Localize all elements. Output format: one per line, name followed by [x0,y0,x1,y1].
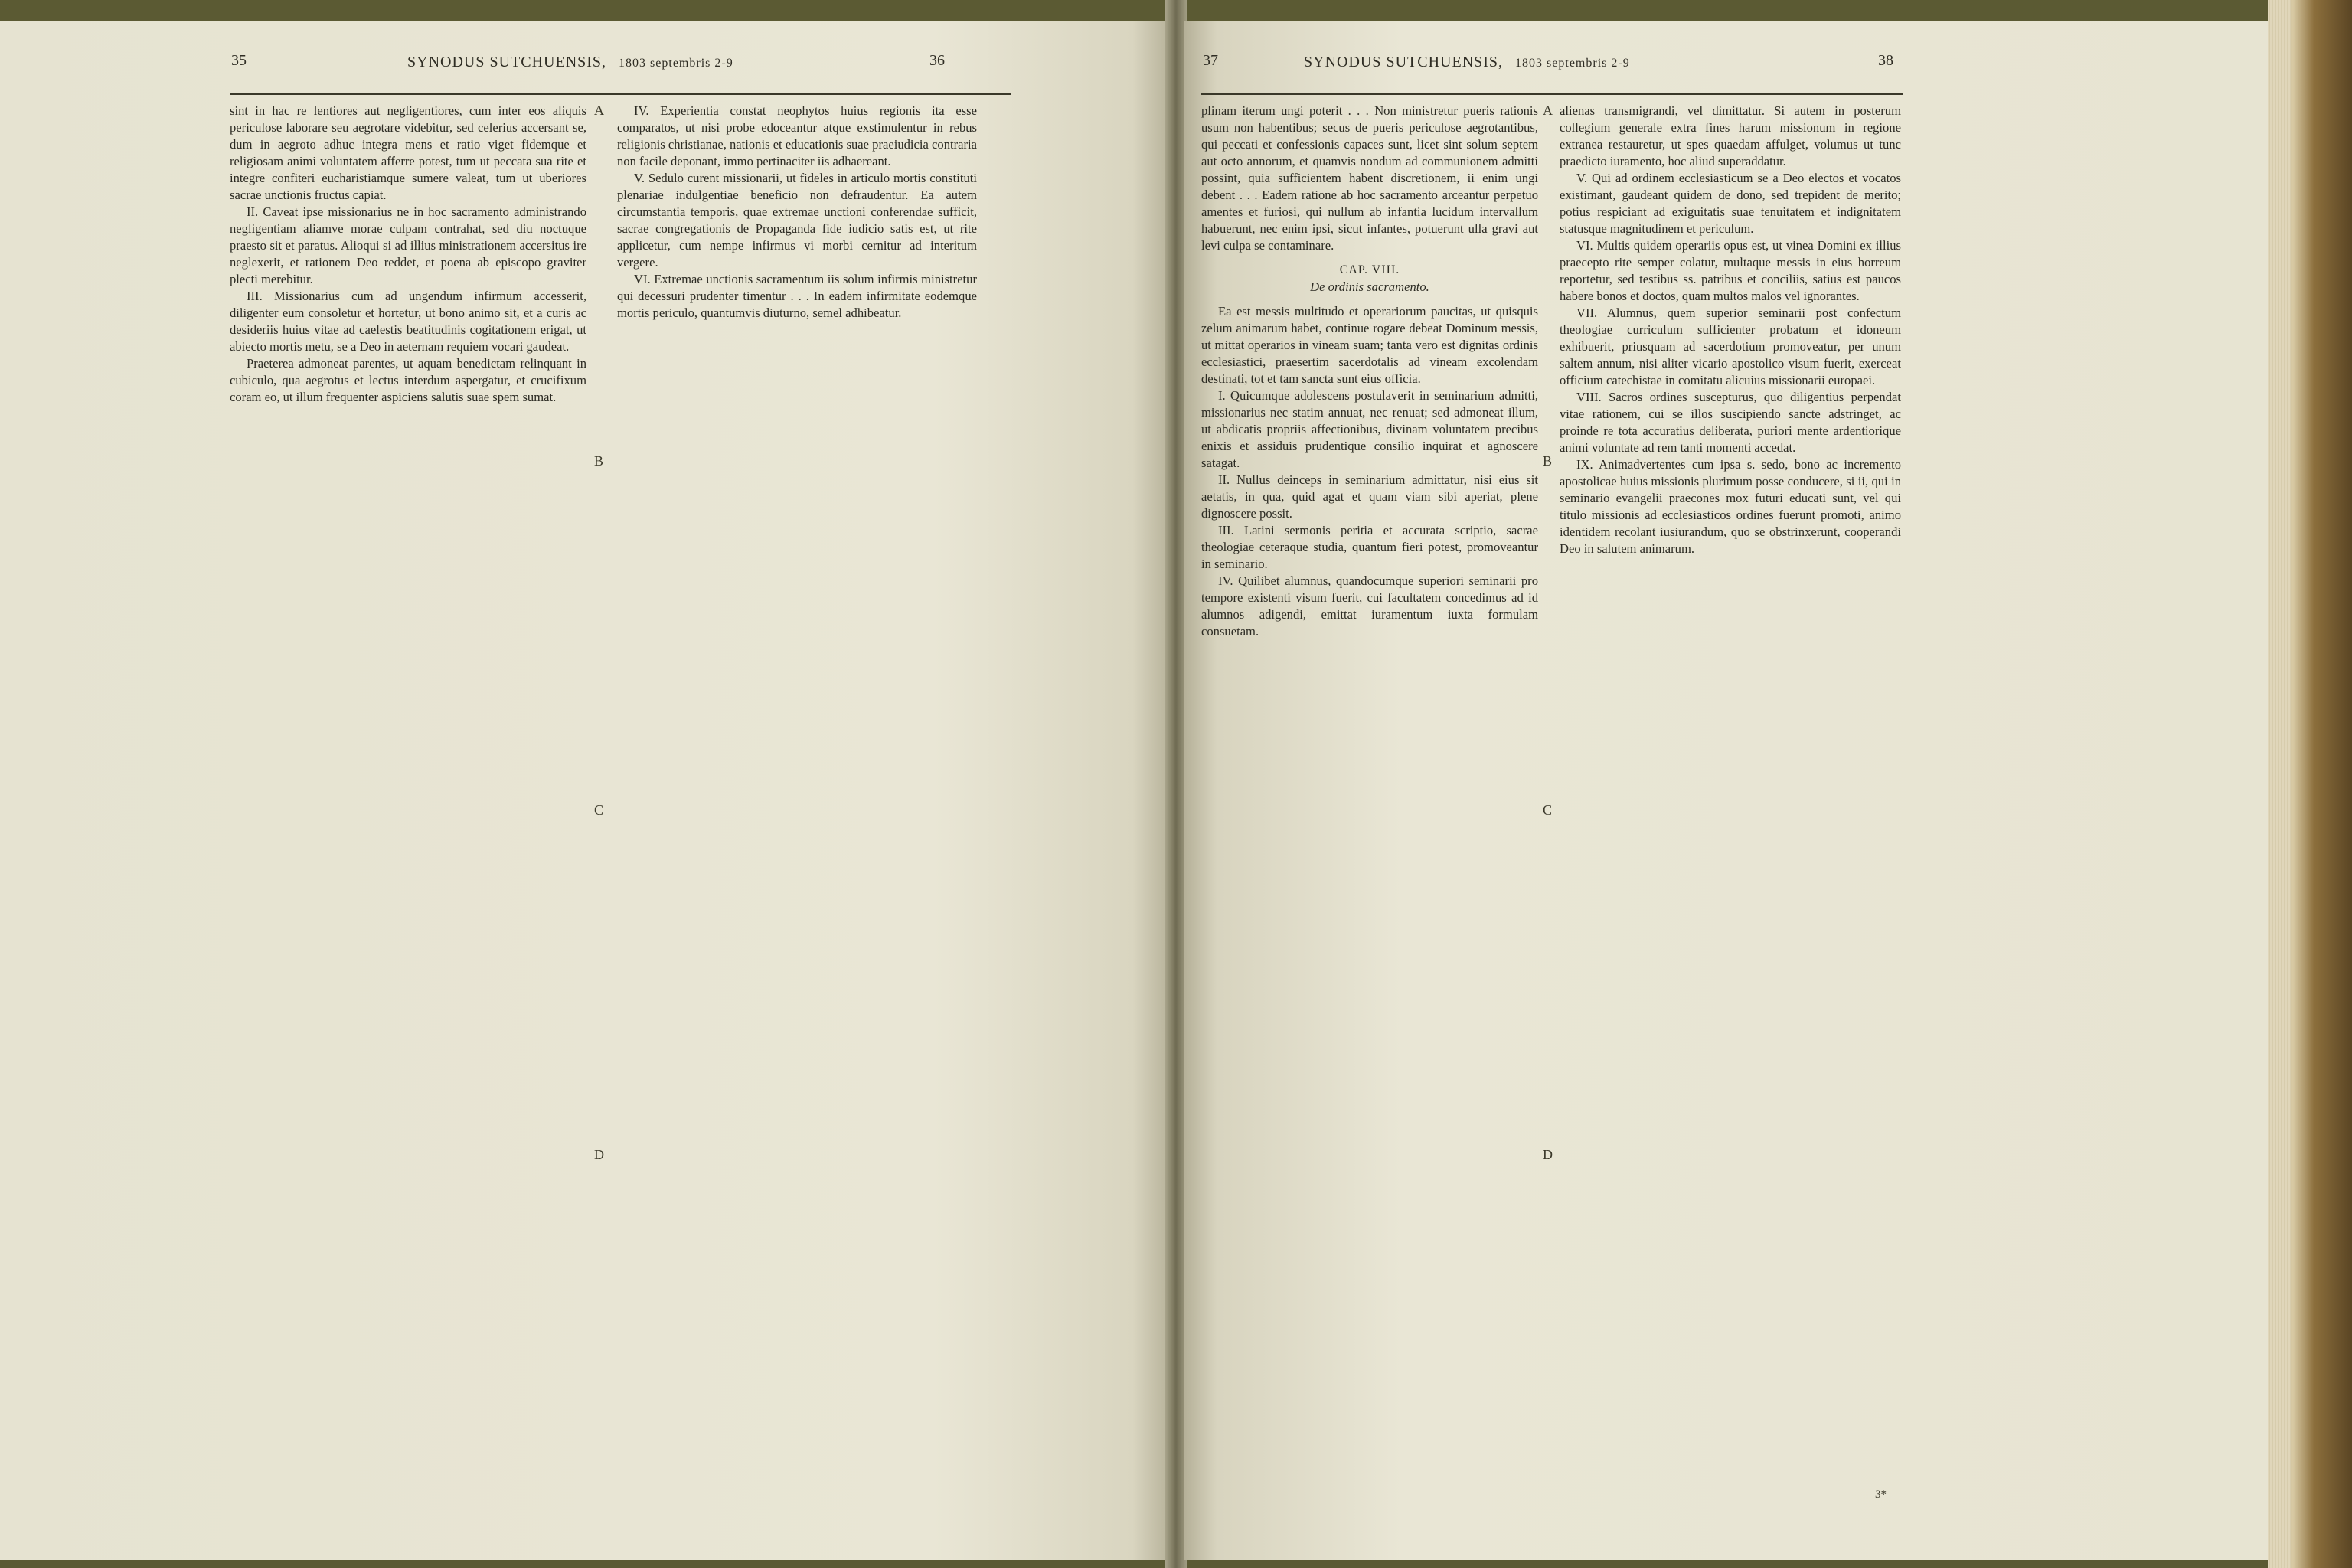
paragraph: I. Quicumque adolescens postulaverit in seminarium admitti, missionarius nec statim annuat, nec renuat; sed admoneat illum, ut abdicatis propriis affectionibus, divinam voluntatem precibus enixis et assiduis prudentique consilio inquirat et agnoscere satagat. [1201,388,1538,470]
page-number-38: 38 [1878,52,1893,69]
paragraph: IV. Quilibet alumnus, quandocumque superiori seminarii pro tempore existenti visum fuerit, cui facultatem concedimus ad id alumnos adigendi, emittat iuramentum iuxta formulam consuetam. [1201,573,1538,639]
paragraph: IX. Animadvertentes cum ipsa s. sedo, bono ac incremento apostolicae huius missionis plurimum posse conducere, si ii, qui in seminario evangelii praecones mox futuri educati sunt, vel qui titulo missionis ad ecclesiasticos ordines fuerunt promoti, animo identidem recolant iusiurandum, quo se obstrinxerunt, cooperandi Deo in salutem animarum. [1560,457,1901,556]
column-1 [230,103,586,1542]
paragraph: V. Sedulo curent missionarii, ut fideles in articulo mortis constituti plenariae indulgentiae beneficio non defraudentur. Ea autem circumstantia temporis, quae extremae unctioni conferendae sufficit, sacrae congregationis de Propaganda fide iudicio satis est, ut rite applicetur, cum nempe infirmus vi morbi cernitur ad interitum vergere. [617,171,977,270]
right-page [1184,21,2270,1560]
chapter-title: De ordinis sacramento. [1310,279,1429,294]
signature-mark: 3* [1875,1488,1886,1501]
paragraph: IV. Experientia constat neophytos huius regionis ita esse comparatos, ut nisi probe edoceantur atque exstimulentur in rebus religionis christianae, nationis et educationis suae praeiudicia contraria non facile deponant, immo pertinaciter iis adhaereant. [617,103,977,168]
running-head-date: 1803 septembris 2-9 [619,57,733,70]
running-head-right [1304,54,1630,84]
column-2 [617,103,977,1542]
paragraph: VII. Alumnus, quem superior seminarii post confectum theologiae curriculum sufficienter probatum et idoneum exhibuerit, priusquam ad sacerdotium promoveatur, per unum saltem annum, nisi aliter vicario apostolico visum fuerit, exerceat officium catechistae in comitatu alicuius missionarii europaei. [1560,305,1901,387]
running-head-left-a [407,54,733,84]
running-head-title: SYNODUS SUTCHUENSIS, [1304,54,1504,70]
paragraph: VI. Extremae unctionis sacramentum iis solum infirmis ministretur qui decessuri prudenter timentur . . . In eadem infirmitate eodemque mortis periculo, quantumvis diuturno, semel adhibeatur. [617,272,977,320]
paragraph: III. Latini sermonis peritia et accurata scriptio, sacrae theologiae ceteraque studia, quantum fieri potest, promoveantur in seminario. [1201,523,1538,571]
paragraph: II. Nullus deinceps in seminarium admittatur, nisi eius sit aetatis, in qua, quid agat et quam viam sibi aperiat, plene dignoscere possit. [1201,472,1538,521]
chapter-heading: CAP. VIII. [1339,263,1400,276]
column-3 [1201,103,1538,1542]
paragraph: Ea est messis multitudo et operariorum paucitas, ut quisquis zelum animarum habet, continue rogare debeat Dominum messis, ut mittat operarios in vineam suam; tanta vero est dignitas ordinis ecclesiastici, praesertim sacerdotalis ad vineam excolendam destinati, tot et tam sancta sunt eius officia. [1201,304,1538,386]
book-gutter [1165,0,1187,1568]
head-rule-left [230,93,1011,95]
page-number-36: 36 [929,52,945,69]
page-number-37: 37 [1203,52,1218,69]
paragraph: Praeterea admoneat parentes, ut aquam benedictam relinquant in cubiculo, qua aegrotus et lectus interdum aspergatur, et crucifixum coram eo, ut illum frequenter aspiciens salutis suae spem sumat. [230,356,586,404]
paragraph: alienas transmigrandi, vel dimittatur. Si autem in posterum collegium generale extra fines harum missionum in regione extranea restauretur, ut spes quaedam affulget, volumus ut tunc praedicto iuramento, hoc aliud superaddatur. [1560,103,1901,168]
margin-letter-a: A [594,103,604,118]
paragraph: VIII. Sacros ordines suscepturus, quo diligentius perpendat vitae rationem, cui se illos suscipiendo sancte adstringet, ac proinde re tota accuratius deliberata, puriori mente ardentiorique animi voluntate ad rem tanti momenti accedat. [1560,390,1901,455]
paragraph: VI. Multis quidem operariis opus est, ut vinea Domini ex illius praecepto rite semper colatur, multaque messis in eius horreum reportetur, sed testibus ss. patribus et conciliis, satius est paucos habere bonos et doctos, quam multos malos vel ignorantes. [1560,238,1901,303]
margin-letter-d: D [1543,1147,1553,1162]
column-4 [1560,103,1901,1542]
paragraph: plinam iterum ungi poterit . . . Non ministretur pueris rationis usum non habentibus; secus de pueris periculose aegrotantibus, qui peccati et confessionis capaces sunt, licet sint solum septem aut octo annorum, et quamvis nondum ad communionem admitti possint, quia sufficientem habent discretionem, ii enim ungi debent . . . Eadem ratione ab hoc sacramento arceantur perpetuo amentes et furiosi, qui nullum ab infantia lucidum intervallum habuerunt, nec enim ipsi, sicut infantes, potuerunt ulla gravi aut levi culpa se contaminare. [1201,103,1538,253]
margin-letter-b: B [594,453,604,469]
paragraph: III. Missionarius cum ad ungendum infirmum accesserit, diligenter eum consoletur et hortetur, ut bono animo sit, et a curis ac desideriis huius vitae ad caelestis beatitudinis cogitationem erigat, ut abiecto mortis metu, se a Deo in aeternam requiem vocari gaudeat. [230,289,586,354]
page-edges [2268,0,2291,1568]
margin-letter-d: D [594,1147,604,1162]
running-head-date: 1803 septembris 2-9 [1515,57,1630,70]
page-number-35: 35 [231,52,247,69]
margin-letter-b: B [1543,453,1553,469]
left-page [0,21,1168,1560]
margin-letter-c: C [1543,802,1553,818]
paragraph: sint in hac re lentiores aut negligentiores, cum inter eos aliquis periculose laborare seu aegrotare videbitur, sed celerius accersant se, dum in aegroto adhuc integra mens et ratio viget fidemque et religiosam animi voluntatem afferre potest, tum ut peccata sua rite et integre confiteri eucharistiamque sumere valeat, tum ut uberiores sacrae unctionis fructus capiat. [230,103,586,202]
running-head-title: SYNODUS SUTCHUENSIS, [407,54,607,70]
margin-letter-c: C [594,802,604,818]
paragraph: V. Qui ad ordinem ecclesiasticum se a Deo electos et vocatos existimant, gaudeant quidem de dono, sed trepident de merito; potius respiciant ad exiguitatis suae tenuitatem et indignitatem statusque magnitudinem et periculum. [1560,171,1901,236]
paragraph: II. Caveat ipse missionarius ne in hoc sacramento administrando negligentiam aliamve morae culpam contrahat, sed diu noctuque praesto sit et paratus. Alioqui si ad illius ministrationem accersitus ire neglexerit, et rationem Deo reddet, et poena ab episcopo graviter plecti merebitur. [230,204,586,286]
margin-letter-a: A [1543,103,1553,118]
head-rule-right [1201,93,1903,95]
